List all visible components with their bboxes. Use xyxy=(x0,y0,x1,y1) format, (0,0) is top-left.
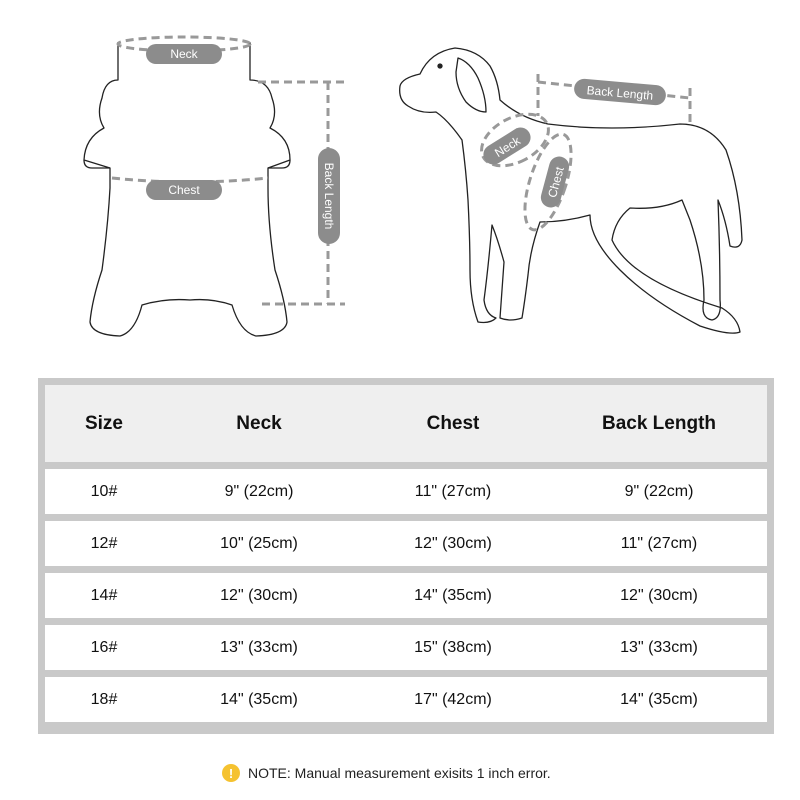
header-chest: Chest xyxy=(426,412,480,434)
header-size: Size xyxy=(84,412,124,434)
cell-size: 14# xyxy=(90,586,118,604)
cell-back-length: 12" (30cm) xyxy=(620,586,698,604)
cell-chest: 14" (35cm) xyxy=(414,586,492,604)
header-back-length: Back Length xyxy=(601,412,717,434)
cell-size: 16# xyxy=(90,638,118,656)
cell-chest: 11" (27cm) xyxy=(414,482,492,500)
note-text: NOTE: Manual measurement exisits 1 inch error. xyxy=(248,765,551,781)
measurement-note xyxy=(222,762,551,784)
header-neck: Neck xyxy=(236,412,282,434)
table-body xyxy=(45,469,767,722)
cell-neck: 12" (30cm) xyxy=(220,586,298,604)
cell-back-length: 9" (22cm) xyxy=(624,482,694,500)
cell-chest: 17" (42cm) xyxy=(414,690,492,708)
dog-chest-text: Chest xyxy=(545,165,567,200)
cell-back-length: 13" (33cm) xyxy=(620,638,698,656)
cell-neck: 9" (22cm) xyxy=(224,482,294,500)
table-row xyxy=(45,469,767,514)
garment-back-length-text: Back Length xyxy=(322,162,336,230)
size-table xyxy=(38,378,774,734)
dog-neck-label xyxy=(480,124,535,169)
cell-size: 10# xyxy=(90,482,118,500)
cell-chest: 12" (30cm) xyxy=(414,534,492,552)
garment-chest-text: Chest xyxy=(168,183,200,197)
cell-neck: 14" (35cm) xyxy=(220,690,298,708)
cell-size: 12# xyxy=(90,534,118,552)
table-row xyxy=(45,521,767,566)
garment-neck-label xyxy=(146,44,222,64)
cell-neck: 10" (25cm) xyxy=(220,534,298,552)
dog-back-length-label xyxy=(573,78,666,106)
dog-neck-text: Neck xyxy=(492,133,523,161)
cell-back-length: 11" (27cm) xyxy=(620,534,698,552)
table-row xyxy=(45,625,767,670)
cell-chest: 15" (38cm) xyxy=(414,638,492,656)
dog-back-length-text: Back Length xyxy=(586,83,654,103)
measurement-diagram xyxy=(0,0,800,370)
cell-neck: 13" (33cm) xyxy=(220,638,298,656)
garment-neck-text: Neck xyxy=(170,47,198,61)
cell-back-length: 14" (35cm) xyxy=(620,690,698,708)
dog-chest-label xyxy=(539,154,572,209)
table-row xyxy=(45,677,767,722)
diagram-svg xyxy=(0,0,800,370)
garment-chest-label xyxy=(146,180,222,200)
warning-icon: ! xyxy=(222,764,240,782)
cell-size: 18# xyxy=(90,690,118,708)
table-row xyxy=(45,573,767,618)
garment-back-length-label xyxy=(318,148,340,244)
table-header xyxy=(45,385,767,462)
